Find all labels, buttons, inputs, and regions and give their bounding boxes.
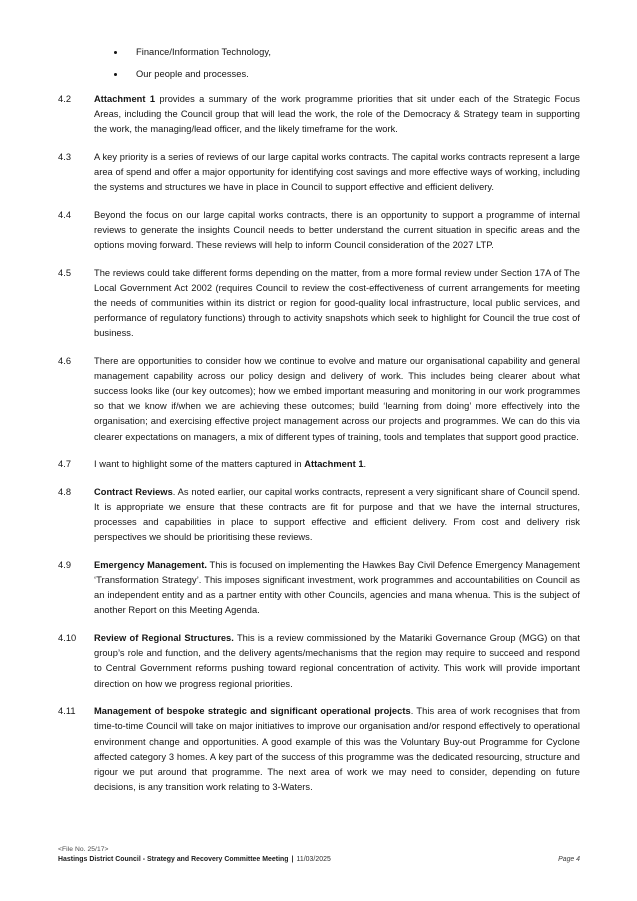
paragraph-number: 4.5: [58, 267, 72, 278]
paragraph-number: 4.6: [58, 355, 72, 366]
paragraph-text: [94, 558, 580, 619]
paragraph-body: I want to highlight some of the matters captured in: [94, 459, 305, 470]
paragraph-number: 4.4: [58, 209, 72, 220]
list-item: [58, 70, 580, 79]
paragraph-lead: Emergency Management.: [94, 560, 207, 570]
numbered-paragraph: [58, 558, 580, 619]
paragraph-text: [94, 485, 580, 546]
paragraph-number: 4.11: [58, 706, 76, 717]
paragraph-text: A key priority is a series of reviews of our large capital works contracts. The capital works contracts represent a large area of spend and offer a major opportunity for identifying cost savings and more effective ways of working, including the systems and structures we have in place in Council to support effective and efficient delivery.: [94, 151, 580, 192]
paragraph-number: 4.10: [58, 633, 77, 644]
paragraph-number: 4.9: [58, 560, 72, 570]
footer-date: 11/03/2025: [296, 856, 331, 863]
paragraph-body-tail: .: [363, 459, 367, 470]
footer-page-number: Page 4: [558, 856, 580, 863]
paragraph-number: 4.3: [58, 151, 72, 162]
numbered-paragraph: [58, 150, 580, 195]
footer-separator: |: [291, 856, 294, 863]
paragraph-text: [94, 457, 580, 472]
numbered-paragraph: [58, 704, 580, 795]
footer-meeting-info: [58, 856, 331, 863]
list-item-text: Finance/Information Technology,: [136, 47, 271, 57]
paragraph-number: 4.7: [58, 459, 72, 470]
numbered-paragraph: [58, 457, 580, 472]
document-body: [58, 44, 580, 795]
footer-row: [58, 856, 580, 863]
numbered-paragraph: [58, 354, 580, 445]
numbered-paragraph: [58, 92, 580, 137]
paragraph-body: . As noted earlier, our capital works contracts, represent a very significant share of Council spend. It is appropriate we ensure that these contracts are fit for purpose and that we have the internal structures, processes and capabilities in place to support effective and efficient delivery. From cost and delivery risk perspectives we should be prioritising these reviews.: [94, 486, 580, 543]
paragraph-text: [94, 92, 580, 137]
paragraph-text: [94, 704, 580, 795]
paragraph-body: This is a review commissioned by the Matariki Governance Group (MGG) on that group’s role and function, and the delivery agents/mechanisms that the region may require to succeed and respond to Central Government reforms pushing toward regional concentration of activity. This work will provide important direction on how we progress regional priorities.: [94, 633, 580, 689]
footer-file-number: <File No. 25/17>: [58, 846, 109, 853]
paragraph-text: There are opportunities to consider how we continue to evolve and mature our organisational capability and general management capability across our policy design and delivery of work. This includes being clearer about what success looks like (our key outcomes); how we embed important measuring and monitoring in our work programmes so that we know if/when we are achieving these outcomes; build ‘learning from doing’ more effectively into the organisation; and exercising effective project management across our projects and programmes. We can do this via clearer expectations on managers, a mix of different types of training, tools and templates that support good practice.: [94, 355, 580, 442]
bullet-dot-icon: [114, 73, 117, 76]
bullet-list: [58, 48, 580, 79]
paragraph-body: . This area of work recognises that from time-to-time Council will take on major initiatives to improve our organisation and/or respond effectively to operational environment change and opportunities. A good example of this was the Voluntary Buy-out Programme for Cyclone affected category 3 homes. A key part of the success of this programme was the dedicated resourcing, structure and rigour we put around that programme. The next area of work we may need to consider, depending on future decisions, is any transition work relating to 3-Waters.: [94, 706, 580, 793]
paragraph-text: Beyond the focus on our large capital works contracts, there is an opportunity to support a programme of internal reviews to generate the insights Council needs to better understand the current situation in specific areas and the options moving forward. These reviews will help to inform Council consideration of the 2027 LTP.: [94, 209, 580, 250]
page-footer: [58, 845, 580, 863]
paragraph-number: 4.8: [58, 486, 72, 497]
paragraph-lead: Contract Reviews: [94, 486, 173, 497]
numbered-paragraph: [58, 631, 580, 692]
paragraph-lead: Management of bespoke strategic and significant operational projects: [94, 706, 411, 717]
paragraph-text: The reviews could take different forms depending on the matter, from a more formal review under Section 17A of The Local Government Act 2002 (requires Council to review the cost-effectiveness of current arrangements for meeting the needs of communities within its district or region for good-quality local infrastructure, local public services, and performance of regulatory functions) through to activity snapshots which seek to highlight for Council the true cost of business.: [94, 267, 580, 339]
paragraph-text: [94, 631, 580, 692]
paragraph-bold-inline: Attachment 1: [304, 459, 364, 470]
paragraph-number: 4.2: [58, 93, 72, 104]
numbered-paragraph: [58, 208, 580, 253]
paragraph-body: This is focused on implementing the Hawkes Bay Civil Defence Emergency Management ‘Transformation Strategy’. This imposes significant investment, work programmes and accountabilities on Council as an independent entity and as a partner entity with other Councils, agencies and mana whenua. This is the subject of another Report on this Meeting Agenda.: [94, 560, 580, 616]
paragraph-body: provides a summary of the work programme priorities that sit under each of the Strategic Focus Areas, including the Council group that will lead the work, the role of the Democracy & Strategy team in supporting the work, the managing/lead officer, and the likely timeframe for the work.: [94, 93, 580, 134]
bullet-dot-icon: [114, 51, 117, 54]
paragraph-lead: Attachment 1: [94, 93, 156, 104]
list-item: [58, 48, 580, 57]
paragraph-lead: Review of Regional Structures.: [94, 633, 234, 644]
list-item-text: Our people and processes.: [136, 68, 249, 79]
footer-meeting-name: Hastings District Council - Strategy and Recovery Committee Meeting: [58, 856, 289, 863]
numbered-paragraph: [58, 485, 580, 546]
numbered-paragraph: [58, 266, 580, 342]
